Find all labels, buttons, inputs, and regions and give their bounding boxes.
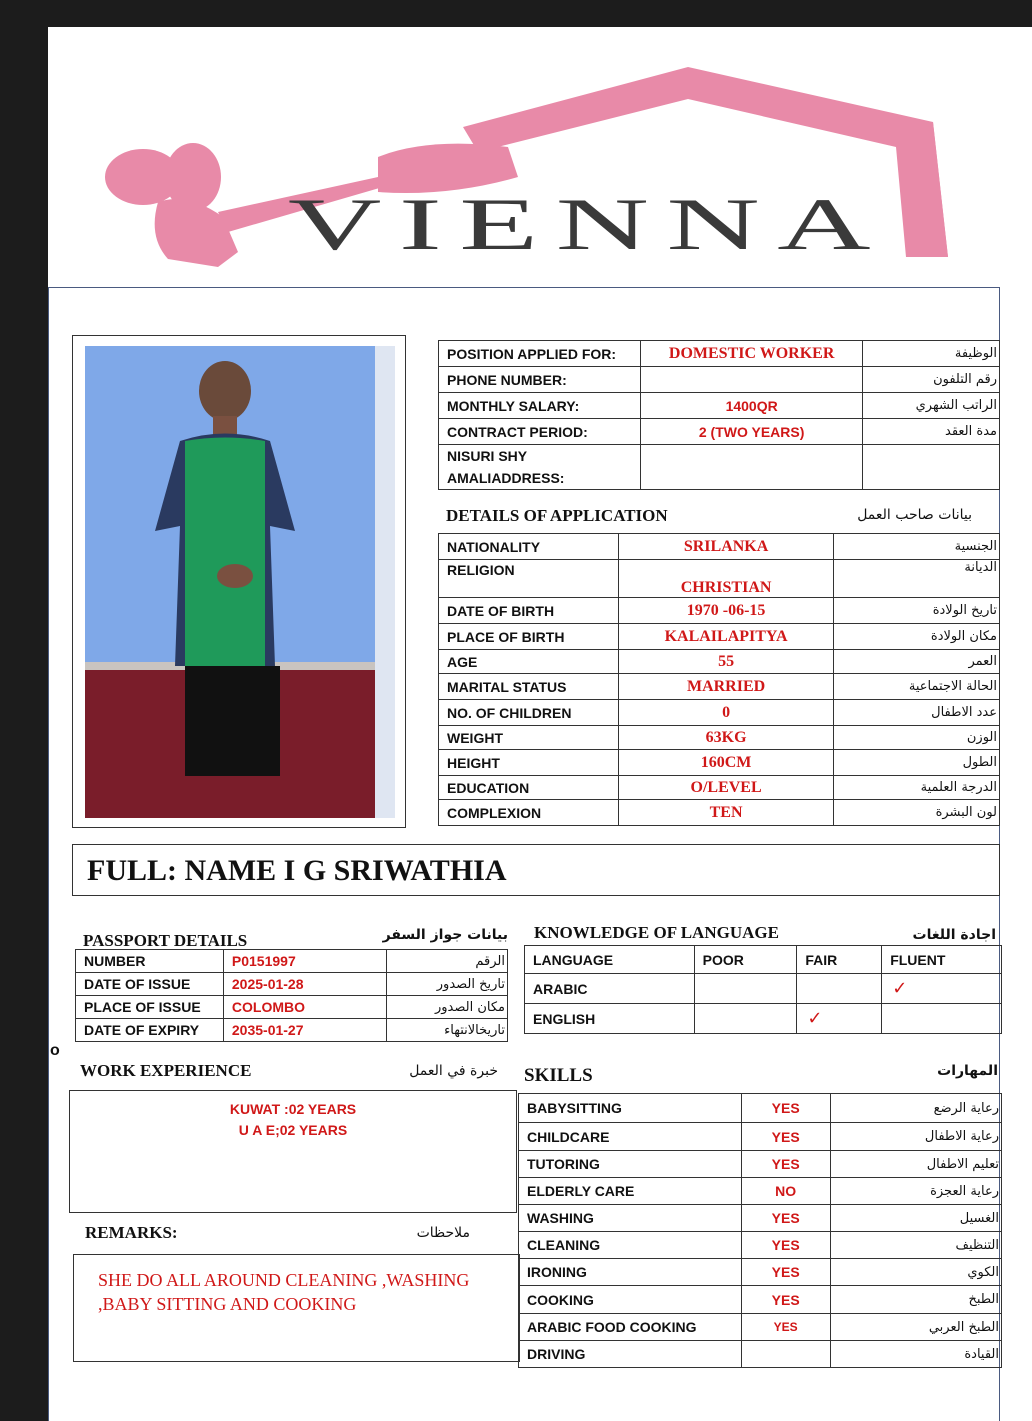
passport-label-ar: مكان الصدور [387, 996, 508, 1019]
details-label-ar: الطول [834, 750, 1000, 776]
salary-label-ar: الراتب الشهري [863, 393, 1000, 419]
skill-label: WASHING [519, 1205, 742, 1232]
skill-value: YES [741, 1094, 830, 1123]
skill-label: IRONING [519, 1259, 742, 1286]
skill-label: CLEANING [519, 1232, 742, 1259]
contract-label-ar: مدة العقد [863, 419, 1000, 445]
skill-label-ar: رعاية الاطفال [830, 1123, 1001, 1151]
skill-label-ar: الكوي [830, 1259, 1001, 1286]
details-label: NATIONALITY [439, 534, 619, 560]
passport-title-ar: بيانات جواز السفر [382, 927, 508, 943]
passport-row [76, 996, 508, 1019]
details-row [439, 800, 1000, 826]
full-name: FULL: NAME I G SRIWATHIA [87, 854, 507, 887]
skill-label-ar: رعاية الرضع [830, 1094, 1001, 1123]
skill-row [519, 1259, 1002, 1286]
details-value: KALAILAPITYA [618, 624, 834, 650]
remarks-title-ar: ملاحظات [416, 1225, 470, 1241]
language-name: ARABIC [525, 974, 695, 1004]
passport-label: NUMBER [76, 950, 224, 973]
details-value: CHRISTIAN [618, 560, 834, 598]
passport-title: PASSPORT DETAILS [83, 931, 248, 950]
skill-label: ELDERLY CARE [519, 1178, 742, 1205]
skill-label: ARABIC FOOD COOKING [519, 1314, 742, 1341]
position-label: POSITION APPLIED FOR: [439, 341, 641, 367]
details-label-ar: تاريخ الولادة [834, 598, 1000, 624]
passport-row [76, 950, 508, 973]
language-row [525, 974, 1002, 1004]
passport-row [76, 973, 508, 996]
details-row [439, 726, 1000, 750]
details-value: TEN [618, 800, 834, 826]
skill-label-ar: رعاية العجزة [830, 1178, 1001, 1205]
details-row [439, 650, 1000, 674]
passport-label-ar: تاريخ الصدور [387, 973, 508, 996]
skill-row [519, 1094, 1002, 1123]
details-label: WEIGHT [439, 726, 619, 750]
details-value: O/LEVEL [618, 776, 834, 800]
skill-value: YES [741, 1286, 830, 1314]
fluent-cell [882, 974, 1002, 1004]
passport-value: P0151997 [223, 950, 386, 973]
skill-row [519, 1286, 1002, 1314]
details-label: MARITAL STATUS [439, 674, 619, 700]
skill-value: YES [741, 1314, 830, 1341]
details-table [438, 533, 1000, 826]
details-label-ar: عدد الاطفال [834, 700, 1000, 726]
contract-value: 2 (TWO YEARS) [640, 419, 863, 445]
address-label-ar [863, 445, 1000, 490]
address-label: NISURI SHY AMALIADDRESS: [439, 445, 641, 490]
skill-label-ar: الطبخ العربي [830, 1314, 1001, 1341]
phone-label-ar: رقم التلفون [863, 367, 1000, 393]
work-title-ar: خبرة في العمل [409, 1063, 498, 1079]
skill-row [519, 1205, 1002, 1232]
passport-value: 2035-01-27 [223, 1019, 386, 1042]
passport-label: PLACE OF ISSUE [76, 996, 224, 1019]
skill-label: DRIVING [519, 1341, 742, 1368]
skills-title: SKILLS [524, 1065, 593, 1086]
language-table [524, 945, 1002, 1034]
skill-label: CHILDCARE [519, 1123, 742, 1151]
skill-row [519, 1341, 1002, 1368]
passport-label: DATE OF EXPIRY [76, 1019, 224, 1042]
language-title: KNOWLEDGE OF LANGUAGE [534, 923, 779, 942]
details-label-ar: العمر [834, 650, 1000, 674]
details-title-ar: بيانات صاحب العمل [857, 507, 972, 523]
work-box [69, 1090, 517, 1213]
details-value: MARRIED [618, 674, 834, 700]
details-value: SRILANKA [618, 534, 834, 560]
candidate-photo [85, 346, 395, 818]
details-label-ar: لون البشرة [834, 800, 1000, 826]
fluent-header: FLUENT [882, 946, 1002, 974]
details-label: PLACE OF BIRTH [439, 624, 619, 650]
skill-row [519, 1314, 1002, 1341]
stray-mark: o [50, 1042, 60, 1059]
poor-cell [694, 1004, 797, 1034]
fair-cell [797, 974, 882, 1004]
skill-label-ar: التنظيف [830, 1232, 1001, 1259]
remarks-box [73, 1254, 520, 1362]
remarks-line-1: SHE DO ALL AROUND CLEANING ,WASHING [98, 1270, 470, 1290]
skills-table [518, 1093, 1002, 1368]
contract-label: CONTRACT PERIOD: [439, 419, 641, 445]
passport-table [75, 949, 508, 1042]
details-label: RELIGION [439, 560, 619, 598]
application-table [438, 340, 1000, 490]
details-row [439, 776, 1000, 800]
remarks-line-2: ,BABY SITTING AND COOKING [98, 1294, 357, 1314]
details-value: 1970 -06-15 [618, 598, 834, 624]
details-row [439, 700, 1000, 726]
phone-value [640, 367, 863, 393]
work-line-1: KUWAT :02 YEARS [229, 1101, 357, 1117]
details-row [439, 598, 1000, 624]
details-label: COMPLEXION [439, 800, 619, 826]
skill-row [519, 1232, 1002, 1259]
skill-label: TUTORING [519, 1151, 742, 1178]
details-title: DETAILS OF APPLICATION [446, 506, 668, 525]
language-name: ENGLISH [525, 1004, 695, 1034]
skill-label-ar: تعليم الاطفال [830, 1151, 1001, 1178]
logo-text: VIENNA [288, 184, 888, 266]
language-header: LANGUAGE [525, 946, 695, 974]
passport-value: COLOMBO [223, 996, 386, 1019]
skill-value: YES [741, 1232, 830, 1259]
phone-label: PHONE NUMBER: [439, 367, 641, 393]
position-value: DOMESTIC WORKER [640, 341, 863, 367]
skill-row [519, 1178, 1002, 1205]
passport-row [76, 1019, 508, 1042]
details-label-ar: مكان الولادة [834, 624, 1000, 650]
fair-header: FAIR [797, 946, 882, 974]
details-label: AGE [439, 650, 619, 674]
details-row [439, 674, 1000, 700]
photo-frame [72, 335, 406, 828]
full-name-box [72, 844, 1000, 896]
details-value: 0 [618, 700, 834, 726]
skill-label-ar: القيادة [830, 1341, 1001, 1368]
skill-value: YES [741, 1151, 830, 1178]
skill-value: YES [741, 1259, 830, 1286]
details-label: EDUCATION [439, 776, 619, 800]
check-mark-icon: ✓ [892, 978, 908, 999]
details-row [439, 534, 1000, 560]
position-label-ar: الوظيفة [863, 341, 1000, 367]
passport-label: DATE OF ISSUE [76, 973, 224, 996]
language-title-ar: اجادة اللغات [912, 927, 996, 943]
details-row [439, 560, 1000, 598]
details-label-ar: الدرجة العلمية [834, 776, 1000, 800]
skill-value [741, 1341, 830, 1368]
work-line-2: U A E;02 YEARS [238, 1122, 348, 1138]
skill-label-ar: الطبخ [830, 1286, 1001, 1314]
skill-label-ar: الغسيل [830, 1205, 1001, 1232]
passport-label-ar: تاريخالانتهاء [387, 1019, 508, 1042]
details-label: NO. OF CHILDREN [439, 700, 619, 726]
skill-label: COOKING [519, 1286, 742, 1314]
skills-title-ar: المهارات [937, 1063, 998, 1079]
salary-value: 1400QR [640, 393, 863, 419]
skill-label: BABYSITTING [519, 1094, 742, 1123]
skill-value: YES [741, 1205, 830, 1232]
check-mark-icon: ✓ [807, 1008, 823, 1029]
details-label: HEIGHT [439, 750, 619, 776]
skill-value: YES [741, 1123, 830, 1151]
vienna-logo [48, 27, 1032, 285]
details-value: 63KG [618, 726, 834, 750]
cv-page [48, 27, 1032, 1421]
salary-label: MONTHLY SALARY: [439, 393, 641, 419]
language-row [525, 1004, 1002, 1034]
skill-value: NO [741, 1178, 830, 1205]
fluent-cell [882, 1004, 1002, 1034]
details-value: 160CM [618, 750, 834, 776]
skill-row [519, 1123, 1002, 1151]
work-title: WORK EXPERIENCE [80, 1061, 252, 1080]
address-value [640, 445, 863, 490]
details-row [439, 750, 1000, 776]
details-label-ar: الجنسية [834, 534, 1000, 560]
skill-row [519, 1151, 1002, 1178]
remarks-title: REMARKS: [85, 1223, 178, 1242]
details-label-ar: الوزن [834, 726, 1000, 750]
poor-header: POOR [694, 946, 797, 974]
passport-value: 2025-01-28 [223, 973, 386, 996]
details-value: 55 [618, 650, 834, 674]
details-label-ar: الديانة [834, 560, 1000, 598]
fair-cell [797, 1004, 882, 1034]
details-label-ar: الحالة الاجتماعية [834, 674, 1000, 700]
details-row [439, 624, 1000, 650]
passport-label-ar: الرقم [387, 950, 508, 973]
details-label: DATE OF BIRTH [439, 598, 619, 624]
poor-cell [694, 974, 797, 1004]
